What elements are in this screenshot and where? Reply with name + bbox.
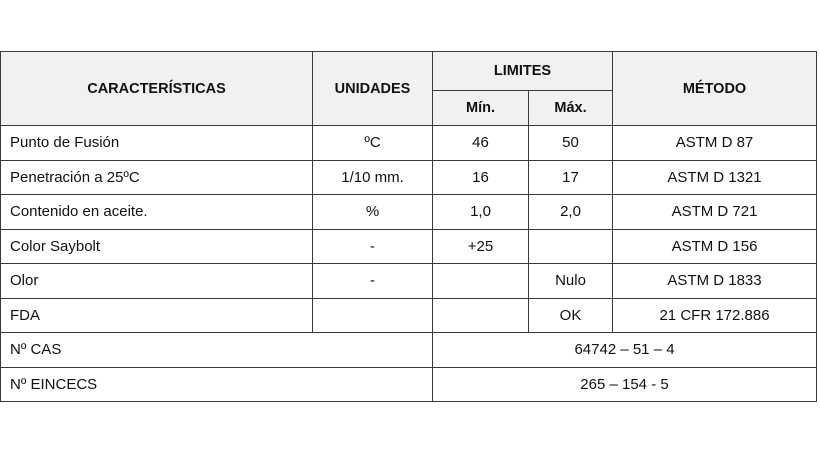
cell-max: 50: [529, 126, 613, 161]
cell-unidad: %: [313, 195, 433, 230]
eincecs-value: 265 – 154 - 5: [433, 367, 817, 402]
header-caracteristicas: CARACTERÍSTICAS: [1, 52, 313, 126]
cell-unidad: -: [313, 264, 433, 299]
table-row: [1, 264, 817, 299]
spec-table-container: [0, 51, 817, 402]
cell-caracteristica: Contenido en aceite.: [1, 195, 313, 230]
cell-metodo: ASTM D 1321: [613, 160, 817, 195]
table-row: [1, 195, 817, 230]
cell-min: 46: [433, 126, 529, 161]
header-min: Mín.: [433, 91, 529, 126]
cell-metodo: ASTM D 87: [613, 126, 817, 161]
header-unidades: UNIDADES: [313, 52, 433, 126]
cell-unidad: [313, 298, 433, 333]
cell-min: 16: [433, 160, 529, 195]
header-limites: LIMITES: [433, 52, 613, 91]
table-row: [1, 298, 817, 333]
cell-metodo: ASTM D 156: [613, 229, 817, 264]
cell-min: [433, 264, 529, 299]
cell-metodo: 21 CFR 172.886: [613, 298, 817, 333]
cell-unidad: 1/10 mm.: [313, 160, 433, 195]
cell-unidad: ºC: [313, 126, 433, 161]
identifier-row-cas: [1, 333, 817, 368]
table-row: [1, 160, 817, 195]
table-row: [1, 229, 817, 264]
eincecs-label: Nº EINCECS: [1, 367, 433, 402]
table-row: [1, 126, 817, 161]
header-row: [1, 52, 817, 91]
cas-label: Nº CAS: [1, 333, 433, 368]
identifier-row-eincecs: [1, 367, 817, 402]
header-max: Máx.: [529, 91, 613, 126]
cell-max: Nulo: [529, 264, 613, 299]
cell-metodo: ASTM D 721: [613, 195, 817, 230]
cell-max: 17: [529, 160, 613, 195]
cell-min: 1,0: [433, 195, 529, 230]
cell-min: [433, 298, 529, 333]
cell-min: +25: [433, 229, 529, 264]
cell-caracteristica: Punto de Fusión: [1, 126, 313, 161]
cell-unidad: -: [313, 229, 433, 264]
specifications-table: [0, 51, 817, 402]
cell-max: 2,0: [529, 195, 613, 230]
cas-value: 64742 – 51 – 4: [433, 333, 817, 368]
cell-caracteristica: Color Saybolt: [1, 229, 313, 264]
cell-max: OK: [529, 298, 613, 333]
cell-caracteristica: Olor: [1, 264, 313, 299]
cell-metodo: ASTM D 1833: [613, 264, 817, 299]
cell-caracteristica: FDA: [1, 298, 313, 333]
cell-caracteristica: Penetración a 25ºC: [1, 160, 313, 195]
header-metodo: MÉTODO: [613, 52, 817, 126]
cell-max: [529, 229, 613, 264]
